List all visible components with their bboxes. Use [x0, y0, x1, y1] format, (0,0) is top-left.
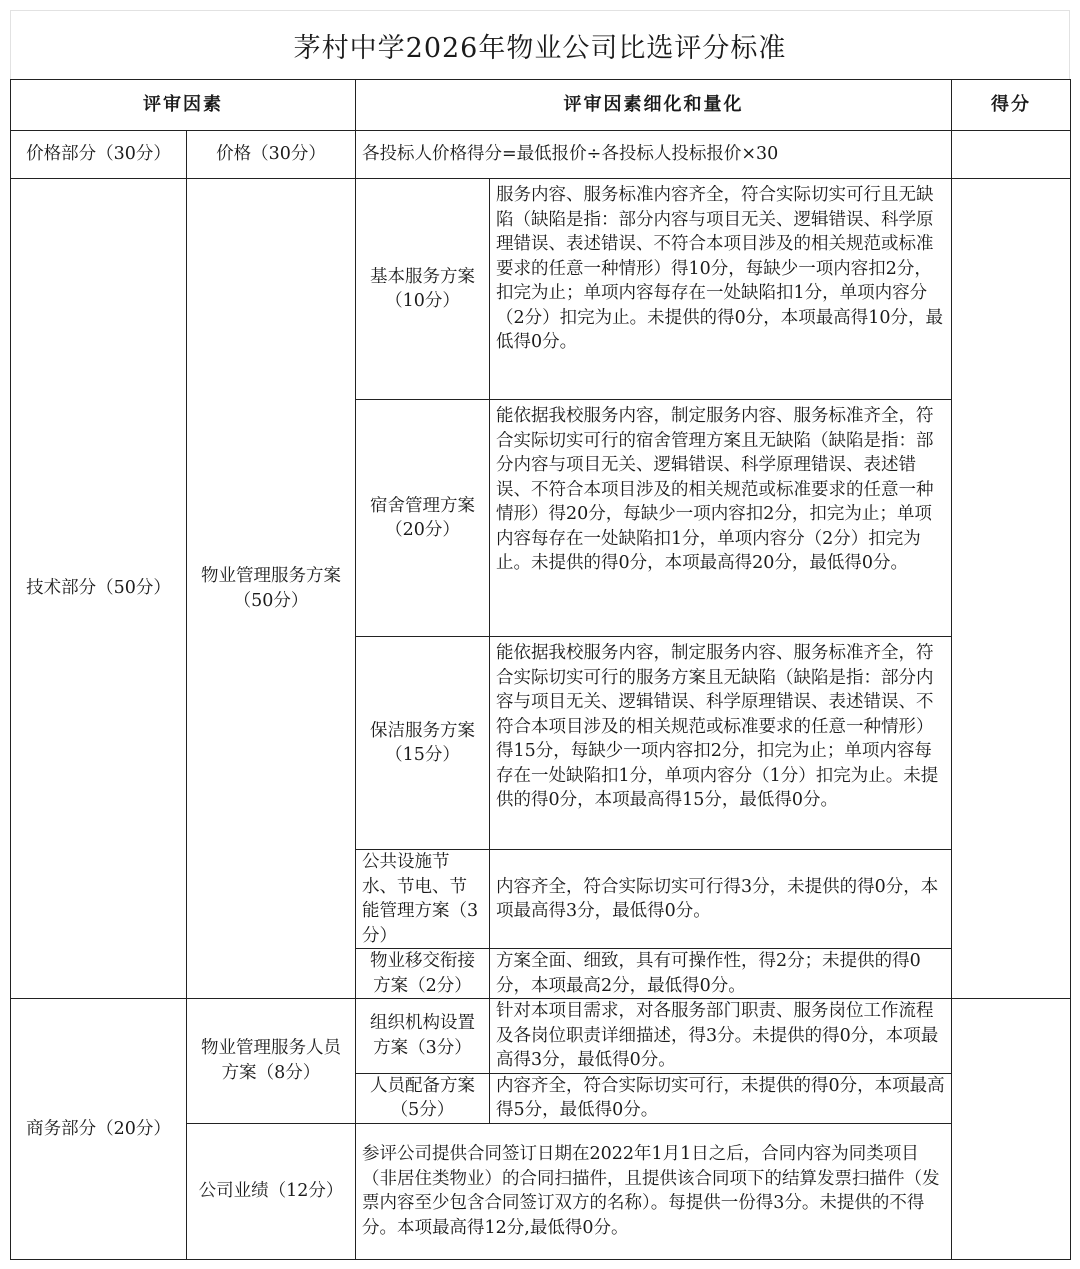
- tech-item-name: 物业移交衔接方案（2分）: [356, 949, 490, 999]
- biz-section: 商务部分（20分）: [11, 999, 187, 1260]
- biz-item-detail: 针对本项目需求，对各服务部门职责、服务岗位工作流程及各岗位职责详细描述，得3分。未提供的得0分，本项最高得3分，最低得0分。: [490, 999, 952, 1074]
- price-detail: 各投标人价格得分=最低报价÷各投标人投标报价×30: [356, 131, 952, 179]
- tech-section: 技术部分（50分）: [11, 179, 187, 999]
- tech-item-detail: 能依据我校服务内容，制定服务内容、服务标准齐全，符合实际切实可行的服务方案且无缺陷（缺陷是指：部分内容与项目无关、逻辑错误、科学原理错误、表述错误、不符合本项目涉及的相关规范或标准要求的任意一种情形）得15分，每缺少一项内容扣2分，扣完为止；单项内容每存在一处缺陷扣1分，单项内容分（1分）扣完为止。未提供的得0分，本项最高得15分，最低得0分。: [490, 637, 952, 850]
- tech-item-name: 基本服务方案（10分）: [356, 179, 490, 400]
- tech-item-detail: 服务内容、服务标准内容齐全，符合实际切实可行且无缺陷（缺陷是指：部分内容与项目无关、逻辑错误、科学原理错误、表述错误、不符合本项目涉及的相关规范或标准要求的任意一种情形）得10分，每缺少一项内容扣2分，扣完为止；单项内容每存在一处缺陷扣1分，单项内容分（2分）扣完为止。未提供的得0分，本项最高得10分，最低得0分。: [490, 179, 952, 400]
- price-item: 价格（30分）: [187, 131, 356, 179]
- biz-performance-name: 公司业绩（12分）: [187, 1123, 356, 1259]
- biz-row-org: [11, 999, 1071, 1074]
- tech-item-name: 公共设施节水、节电、节能管理方案（3分）: [356, 850, 490, 949]
- price-score-cell: [952, 131, 1071, 179]
- tech-row-basic: [11, 179, 1071, 400]
- tech-item-name: 宿舍管理方案（20分）: [356, 400, 490, 637]
- tech-item-name: 保洁服务方案（15分）: [356, 637, 490, 850]
- scoring-sheet: [10, 10, 1070, 1260]
- biz-item-detail: 内容齐全，符合实际切实可行，未提供的得0分，本项最高得5分，最低得0分。: [490, 1073, 952, 1123]
- tech-group: 物业管理服务方案（50分）: [187, 179, 356, 999]
- tech-item-detail: 内容齐全，符合实际切实可行得3分，未提供的得0分，本项最高得3分，最低得0分。: [490, 850, 952, 949]
- scoring-table: [10, 79, 1071, 1260]
- header-factor: 评审因素: [11, 80, 356, 131]
- biz-performance-detail: 参评公司提供合同签订日期在2022年1月1日之后，合同内容为同类项目（非居住类物业）的合同扫描件，且提供该合同项下的结算发票扫描件（发票内容至少包含合同签订双方的名称）。每提供一份得3分。未提供的不得分。本项最高得12分,最低得0分。: [356, 1123, 952, 1259]
- header-score: 得分: [952, 80, 1071, 131]
- price-section: 价格部分（30分）: [11, 131, 187, 179]
- header-detail: 评审因素细化和量化: [356, 80, 952, 131]
- biz-item-name: 组织机构设置方案（3分）: [356, 999, 490, 1074]
- tech-item-detail: 能依据我校服务内容，制定服务内容、服务标准齐全，符合实际切实可行的宿舍管理方案且无缺陷（缺陷是指：部分内容与项目无关、逻辑错误、科学原理错误、表述错误、不符合本项目涉及的相关规范或标准要求的任意一种情形）得20分，每缺少一项内容扣2分，扣完为止；单项内容每存在一处缺陷扣1分，单项内容分（2分）扣完为止。未提供的得0分，本项最高得20分，最低得0分。: [490, 400, 952, 637]
- tech-item-detail: 方案全面、细致，具有可操作性，得2分；未提供的得0分，本项最高2分，最低得0分。: [490, 949, 952, 999]
- biz-item-name: 人员配备方案（5分）: [356, 1073, 490, 1123]
- header-row: [11, 80, 1071, 131]
- biz-group: 物业管理服务人员方案（8分）: [187, 999, 356, 1124]
- price-row: [11, 131, 1071, 179]
- biz-score-cell: [952, 999, 1071, 1260]
- tech-score-cell: [952, 179, 1071, 999]
- page-title: 茅村中学2026年物业公司比选评分标准: [10, 10, 1070, 79]
